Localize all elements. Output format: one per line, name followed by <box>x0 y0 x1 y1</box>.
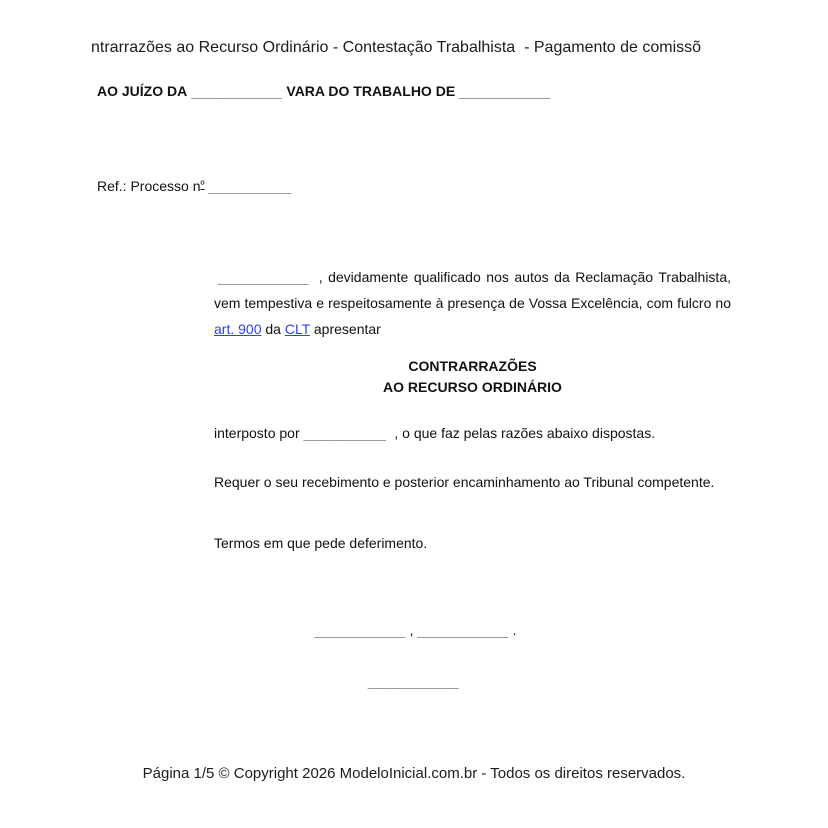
clt-link[interactable]: CLT <box>284 321 310 337</box>
art-900-link[interactable]: art. 900 <box>214 321 262 337</box>
court-address-line <box>97 81 554 101</box>
blank-field-local: ___________ <box>314 622 406 638</box>
process-reference-line <box>97 175 295 196</box>
ordinal-indicator: º <box>200 179 205 191</box>
interposto-paragraph <box>214 421 731 446</box>
blank-field-recorrente: __________ <box>303 425 387 441</box>
interposto-text-1: interposto por <box>214 425 300 441</box>
requer-paragraph: Requer o seu recebimento e posterior encaminhamento ao Tribunal competente. <box>214 474 715 490</box>
document-title: ntrarrazões ao Recurso Ordinário - Contestação Trabalhista - Pagamento de comissõ <box>91 39 702 56</box>
closing-paragraph: Termos em que pede deferimento. <box>214 535 428 551</box>
heading-line-2: AO RECURSO ORDINÁRIO <box>383 379 562 395</box>
opening-paragraph <box>214 264 731 342</box>
blank-field-vara: ___________ <box>191 83 283 99</box>
signature-name-line <box>97 669 730 694</box>
signature-date-line <box>97 618 730 643</box>
blank-field-data: ___________ <box>417 622 509 638</box>
heading-line-1: CONTRARRAZÕES <box>408 358 537 374</box>
page-footer: Página 1/5 © Copyright 2026 ModeloInicial.com.br - Todos os direitos reservados. <box>142 765 686 782</box>
ref-label: Ref.: Processo n <box>97 178 201 194</box>
blank-field-processo: __________ <box>208 178 292 194</box>
court-line-text-1: AO JUÍZO DA <box>97 83 188 99</box>
signature-separator: , <box>409 622 414 638</box>
interposto-text-2: , o que faz pelas razões abaixo dispostas. <box>390 425 656 441</box>
blank-field-assinatura: ___________ <box>367 673 460 689</box>
opening-text-end: apresentar <box>310 321 381 337</box>
blank-field-cidade: ___________ <box>459 83 551 99</box>
opening-text-between-links: da <box>261 321 285 337</box>
blank-field-parte: ___________ <box>218 269 310 285</box>
signature-terminator: . <box>512 622 517 638</box>
court-line-text-2: VARA DO TRABALHO DE <box>286 83 456 99</box>
opening-text: , devidamente qualificado nos autos da Reclamação Trabalhista, vem tempestiva e respeitosamente à presença de Vossa Excelência, com fulcro no <box>214 269 731 311</box>
document-heading <box>214 356 731 398</box>
